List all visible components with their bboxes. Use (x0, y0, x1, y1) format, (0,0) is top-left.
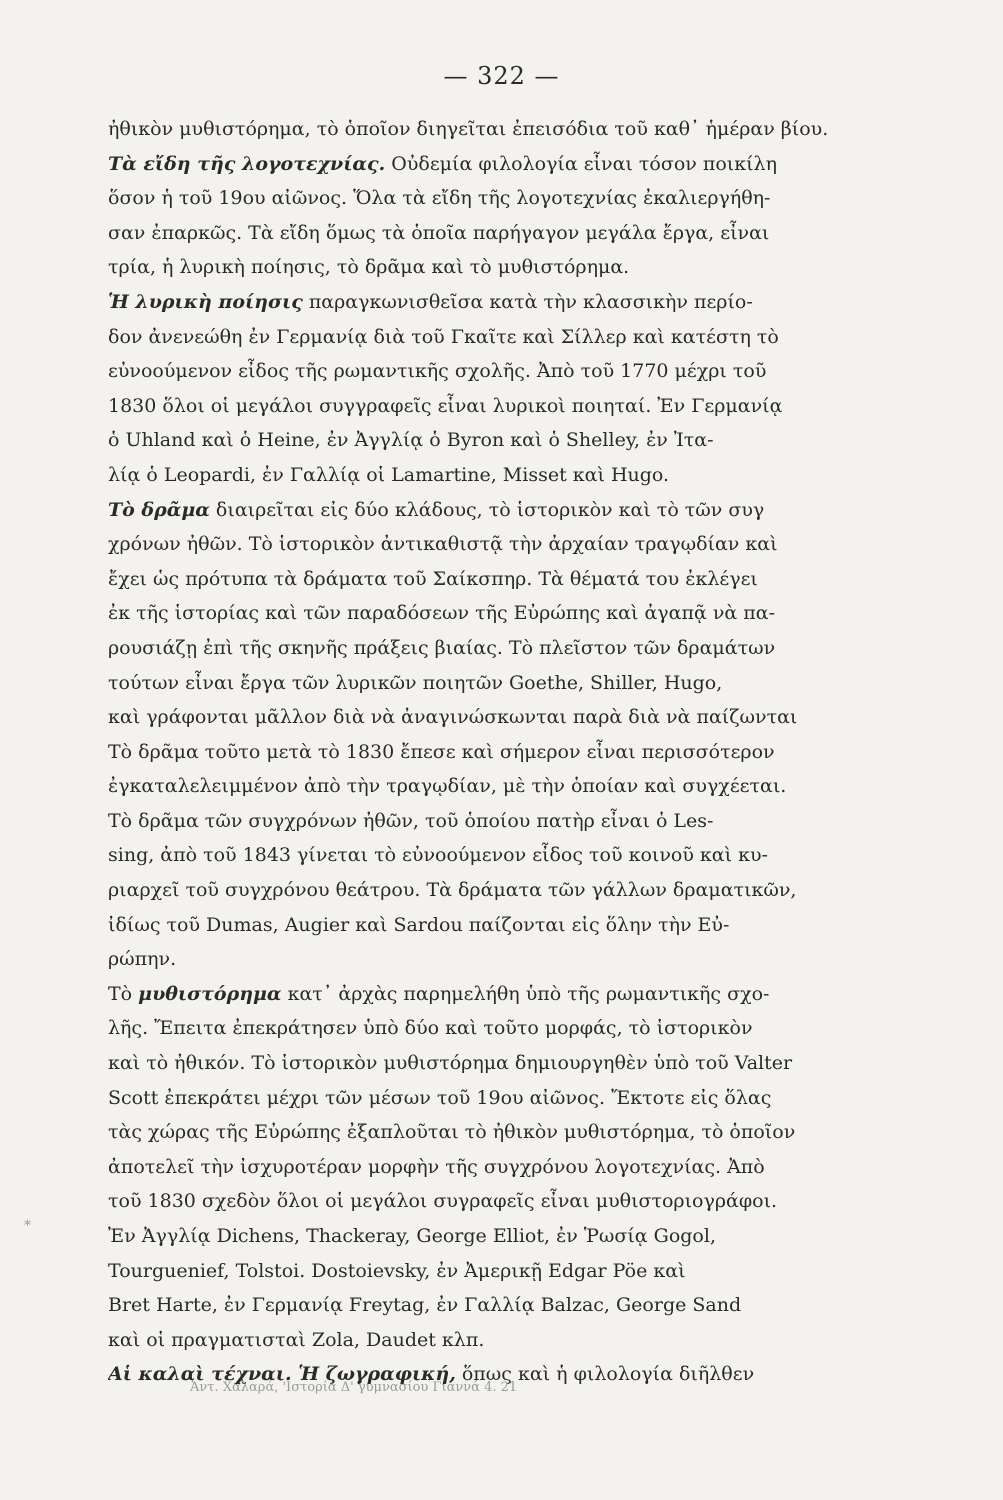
text-line: sing, ἀπὸ τοῦ 1843 γίνεται τὸ εὐνοούμενον εἶδος τοῦ κοινοῦ καὶ κυ- (108, 844, 768, 867)
text-line: καὶ οἱ πραγματισταὶ Zola, Daudet κλπ. (108, 1328, 485, 1351)
text-line: δον ἀνενεώθη ἐν Γερμανίᾳ διὰ τοῦ Γκαῖτε καὶ Σίλλερ καὶ κατέστη τὸ (108, 325, 779, 348)
text-line: 1830 ὅλοι οἱ μεγάλοι συγγραφεῖς εἶναι λυρικοὶ ποιηταί. Ἐν Γερμανίᾳ (108, 394, 783, 417)
text-line: Τὸ δρᾶμα τοῦτο μετὰ τὸ 1830 ἔπεσε καὶ σήμερον εἶναι περισσότερον (108, 740, 775, 763)
text-line: ριαρχεῖ τοῦ συγχρόνου θεάτρου. Τὰ δράματα τῶν γάλλων δραματικῶν, (108, 879, 797, 902)
text-line: καὶ τὸ ἠθικόν. Τὸ ἱστορικὸν μυθιστόρημα δημιουργηθὲν ὑπὸ τοῦ Valter (108, 1052, 793, 1075)
text-line: λῆς. Ἔπειτα ἐπεκράτησεν ὑπὸ δύο καὶ τοῦτο μορφάς, τὸ ἱστορικὸν (108, 1017, 753, 1040)
text-line: Bret Harte, ἐν Γερμανίᾳ Freytag, ἐν Γαλλίᾳ Balzac, George Sand (108, 1294, 742, 1317)
bleed-through-footnote: Ἀντ. Χαλαρά, 'Ιστορία Δ' γυμνασίου Γιαννά 4. 21 (190, 1380, 518, 1395)
margin-mark: * (24, 1218, 31, 1234)
text-line: λίᾳ ὁ Leopardi, ἐν Γαλλίᾳ οἱ Lamartine, Misset καὶ Hugo. (108, 463, 670, 486)
text-line: τούτων εἶναι ἔργα τῶν λυρικῶν ποιητῶν Goethe, Shiller, Hugo, (108, 671, 723, 694)
text-line: ἠθικὸν μυθιστόρημα, τὸ ὁποῖον διηγεῖται ἐπεισόδια τοῦ καθ᾽ ἡμέραν βίου. (108, 118, 829, 140)
text-line: Τὸ μυθιστόρημα κατ᾽ ἀρχὰς παρημελήθη ὑπὸ τῆς ρωμαντικῆς σχο- (108, 982, 770, 1005)
body-text (108, 112, 908, 1392)
text-line: Τὰ εἴδη τῆς λογοτεχνίας. Οὐδεμία φιλολογία εἶναι τόσον ποικίλη (108, 152, 777, 175)
text-line: τοῦ 1830 σχεδὸν ὅλοι οἱ μεγάλοι συγραφεῖς εἶναι μυθιστοριογράφοι. (108, 1190, 778, 1213)
text-line: ἐκ τῆς ἱστορίας καὶ τῶν παραδόσεων τῆς Εὐρώπης καὶ ἀγαπᾷ νὰ πα- (108, 602, 776, 625)
text-line: ἔχει ὡς πρότυπα τὰ δράματα τοῦ Σαίκσπηρ. Τὰ θέματά του ἐκλέγει (108, 567, 758, 590)
text-line: ἐγκαταλελειμμένον ἀπὸ τὴν τραγῳδίαν, μὲ τὴν ὁποίαν καὶ συγχέεται. (108, 775, 787, 798)
text-line: ὁ Uhland καὶ ὁ Heine, ἐν Ἀγγλίᾳ ὁ Byron καὶ ὁ Shelley, ἐν Ἰτα- (108, 429, 714, 452)
text-line: Ἡ λυρικὴ ποίησις παραγκωνισθεῖσα κατὰ τὴν κλασσικὴν περίο- (108, 290, 753, 313)
text-line: Τὸ δρᾶμα διαιρεῖται εἰς δύο κλάδους, τὸ ἱστορικὸν καὶ τὸ τῶν συγ (108, 498, 765, 521)
text-line: ὅσον ἡ τοῦ 19ου αἰῶνος. Ὅλα τὰ εἴδη τῆς λογοτεχνίας ἐκαλιεργήθη- (108, 187, 771, 210)
text-line: ρώπην. (108, 948, 177, 971)
text-line: ρουσιάζῃ ἐπὶ τῆς σκηνῆς πράξεις βιαίας. Τὸ πλεῖστον τῶν δραμάτων (108, 636, 776, 659)
text-line: τρία, ἡ λυρικὴ ποίησις, τὸ δρᾶμα καὶ τὸ μυθιστόρημα. (108, 256, 630, 279)
text-line: Ἐν Ἀγγλίᾳ Dichens, Thackeray, George Elliot, ἐν Ῥωσίᾳ Gogol, (108, 1225, 716, 1247)
text-line: ἰδίως τοῦ Dumas, Augier καὶ Sardou παίζονται εἰς ὅλην τὴν Εὐ- (108, 913, 730, 936)
text-line: τὰς χώρας τῆς Εὐρώπης ἐξαπλοῦται τὸ ἠθικὸν μυθιστόρημα, τὸ ὁποῖον (108, 1121, 796, 1144)
text-line: Αἱ καλαὶ τέχναι. Ἡ ζωγραφική, ὅπως καὶ ἡ φιλολογία διῆλθεν (108, 1363, 755, 1386)
text-line: Τὸ δρᾶμα τῶν συγχρόνων ἠθῶν, τοῦ ὁποίου πατὴρ εἶναι ὁ Les- (108, 809, 714, 832)
text-line: Tourgueniеf, Tolstoi. Dostoievsky, ἐν Ἀμερικῇ Edgar Pöe καὶ (108, 1259, 686, 1282)
page-number: — 322 — (443, 62, 560, 90)
text-line: καὶ γράφονται μᾶλλον διὰ νὰ ἀναγινώσκωνται παρὰ διὰ νὰ παίζωνται (108, 706, 798, 729)
text-line: ἀποτελεῖ τὴν ἰσχυροτέραν μορφὴν τῆς συγχρόνου λογοτεχνίας. Ἀπὸ (108, 1155, 765, 1178)
text-line: χρόνων ἠθῶν. Τὸ ἱστορικὸν ἀντικαθιστᾷ τὴν ἀρχαίαν τραγῳδίαν καὶ (108, 533, 778, 556)
text-line: εὐνοούμενον εἶδος τῆς ρωμαντικῆς σχολῆς. Ἀπὸ τοῦ 1770 μέχρι τοῦ (108, 360, 767, 383)
text-line: Scott ἐπεκράτει μέχρι τῶν μέσων τοῦ 19ου αἰῶνος. Ἔκτοτε εἰς ὅλας (108, 1086, 772, 1109)
text-line: σαν ἐπαρκῶς. Τὰ εἴδη ὅμως τὰ ὁποῖα παρήγαγον μεγάλα ἔργα, εἶναι (108, 221, 770, 244)
